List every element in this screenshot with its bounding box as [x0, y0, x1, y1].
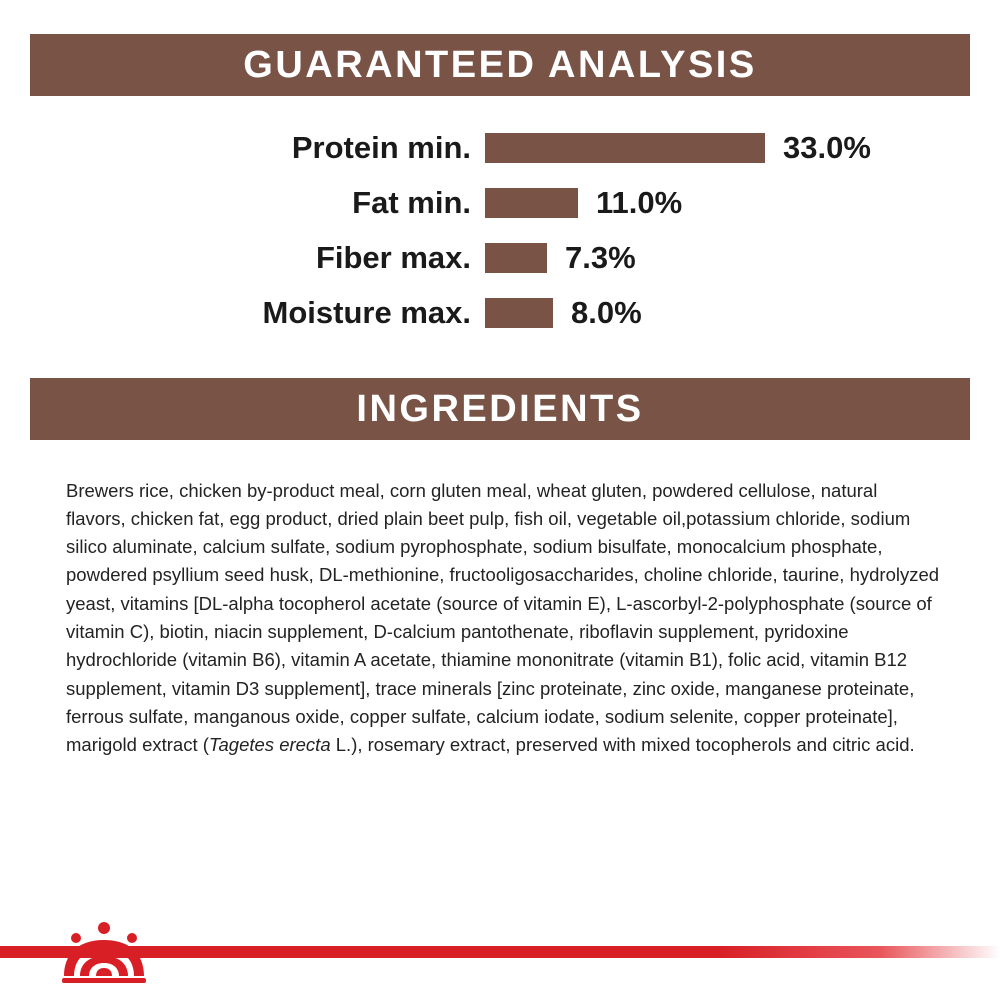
analysis-row-label: Protein min.: [291, 129, 471, 165]
analysis-row-label: Fat min.: [352, 184, 471, 220]
ingredient-scientific-name: Tagetes erecta: [208, 734, 331, 756]
analysis-row: [0, 175, 1000, 230]
analysis-bar: [485, 188, 578, 218]
guaranteed-analysis-title: GUARANTEED ANALYSIS: [243, 44, 757, 86]
analysis-row: [0, 230, 1000, 285]
analysis-bar: [485, 133, 765, 163]
analysis-row: [0, 285, 1000, 340]
analysis-row-label: Fiber max.: [315, 239, 471, 275]
analysis-bar: [485, 298, 553, 328]
ingredients-title: INGREDIENTS: [356, 388, 644, 430]
analysis-row: [0, 120, 1000, 175]
analysis-bar-wrap: [485, 185, 1000, 221]
ingredients-text: Brewers rice, chicken by-product meal, corn gluten meal, wheat gluten, powdered cellulose, natural flavors, chicken fat, egg product, dried plain beet pulp, fish oil, vegetable oil,potassium chloride, sodium silico aluminate, calcium sulfate, sodium pyrophosphate, sodium bisulfate, monocalcium phosphate, powdered psyllium seed husk, DL-methionine, fructooligosaccharides, choline chloride, taurine, hydrolyzed yeast, vitamins [DL-alpha tocopherol acetate (source of vitamin E), L-ascorbyl-2-polyphosphate (source of vitamin C), biotin, niacin supplement, D-calcium pantothenate, riboflavin supplement, pyridoxine hydrochloride (vitamin B6), vitamin A acetate, thiamine mononitrate (vitamin B1), folic acid, vitamin B12 supplement, vitamin D3 supplement], trace minerals [zinc proteinate, zinc oxide, manganese proteinate, ferrous sulfate, manganous oxide, copper sulfate, calcium iodate, sodium selenite, copper proteinate], marigold extract (Tagetes erecta L.), rosemary extract, preserved with mixed tocopherols and citric acid.: [66, 479, 940, 756]
analysis-value: 7.3%: [565, 239, 636, 275]
analysis-bar: [485, 243, 547, 273]
analysis-row-label: Moisture max.: [262, 294, 471, 330]
guaranteed-analysis-list: [0, 120, 1000, 340]
analysis-bar-wrap: [485, 295, 1000, 331]
analysis-bar-wrap: [485, 240, 1000, 276]
royal-canin-crown-icon: [56, 914, 152, 984]
analysis-value: 11.0%: [596, 184, 683, 220]
analysis-value: 33.0%: [783, 129, 871, 165]
guaranteed-analysis-header: [30, 34, 970, 96]
ingredients-header: [30, 378, 970, 440]
analysis-value: 8.0%: [571, 294, 642, 330]
analysis-bar-wrap: [485, 130, 1000, 166]
